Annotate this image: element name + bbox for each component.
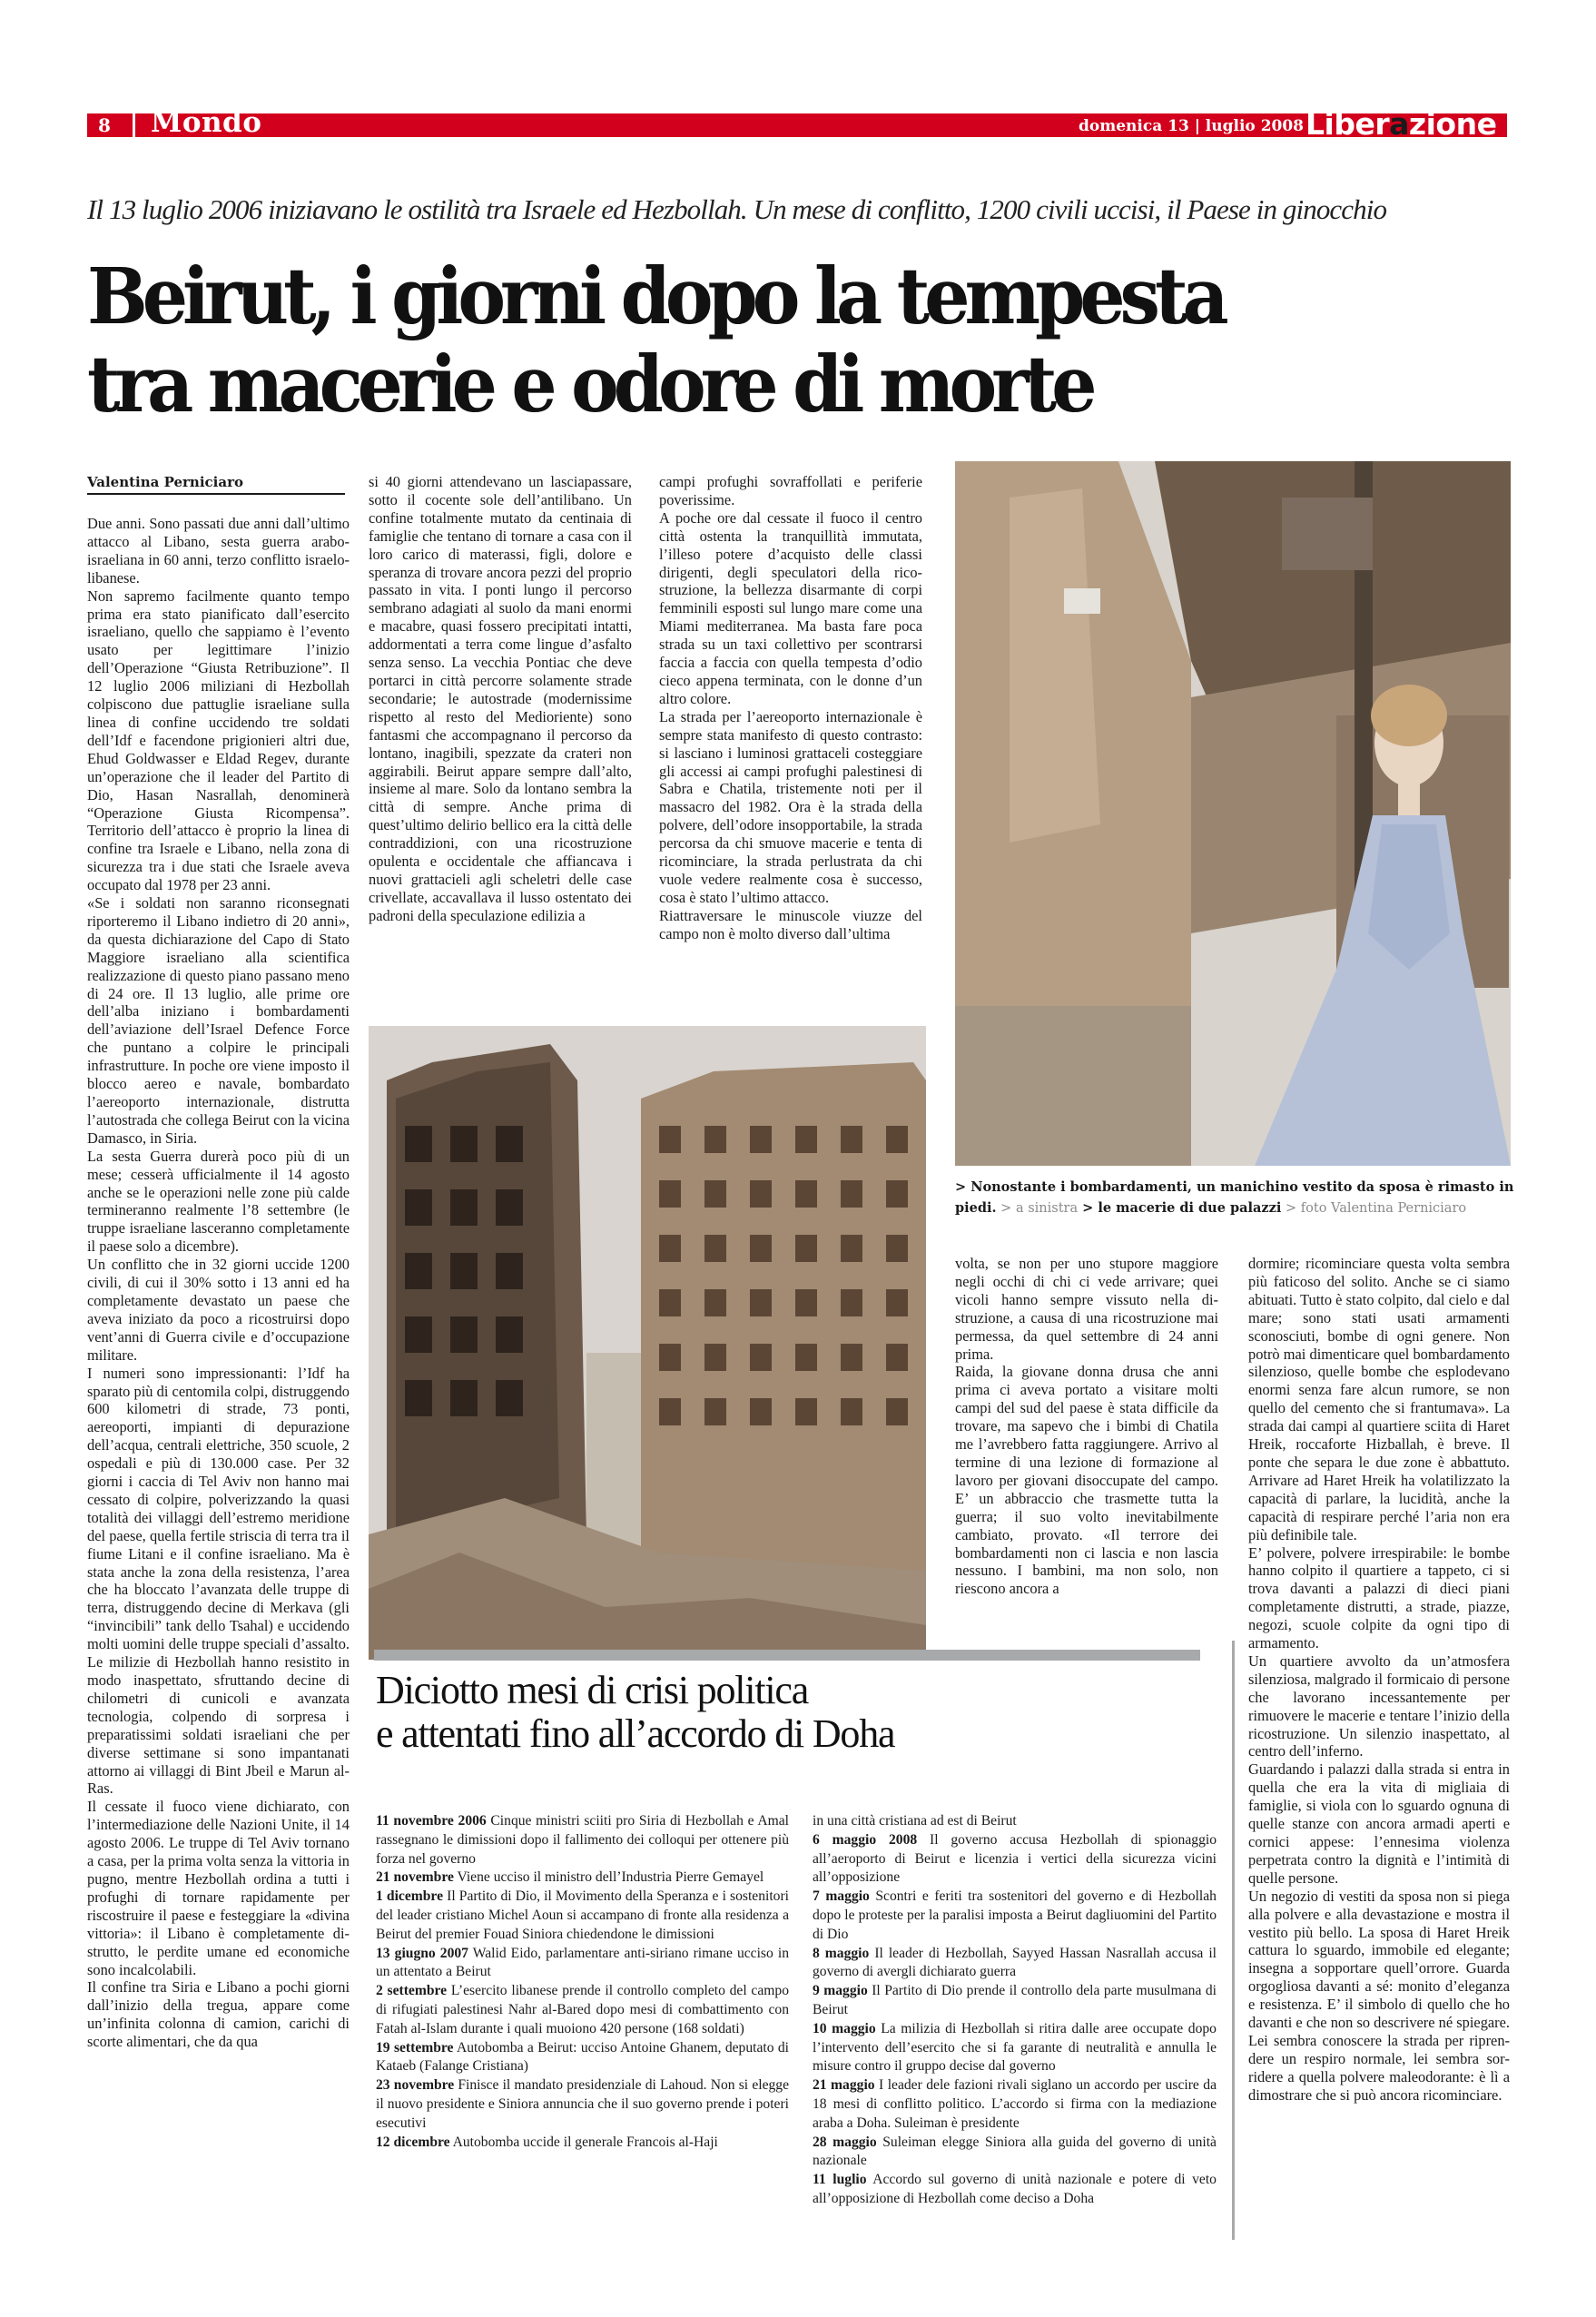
timeline-title [376, 1669, 1193, 1756]
paragraph: Raida, la giovane donna drusa che anni prima ci aveva portato a visitare molti campi del sud del paese è stata difficile da trovare, ma sapevo che i bimbi di Chatila me l’avrebbero fatta raggiungere. Arrivo al termine di una lezione di formazione al lavoro per giovani disoccupate del campo. E’ un abbraccio che trasmette tutta la guerra; il suo volto inevitabilmente cambiato, provato. «Il terrore dei bombardamenti non ci lascia e non lascia nessuno. I bambini, ma non solo, non riescono ancora a [955, 1363, 1218, 1598]
newspaper-logo [1305, 106, 1497, 142]
timeline-event: La milizia di Hezbollah si ritira dalle aree occupate dopo l’intervento dell’esercito che si fa garante di neutralità e annulla le misure contro il gruppo decise dal governo [813, 2020, 1217, 2075]
paragraph: I numeri sono impressionanti: l’Idf ha sparato più di centomila colpi, distruggendo 600 kilometri di strade, 73 ponti, aereoporti, impianti di depurazione dell’acqua, centrali elettriche, 350 scuole, 2 ospedali e più di 130.000 case. Per 32 giorni i caccia di Tel Aviv non hanno mai cessato di colpire, polverizzando la quasi totalità dei villaggi dell’estremo meridione del paese, quella fertile striscia di terra tra il fiume Litani e il confine israeliano. Ma è stata anche la zona della resistenza, l’area che ha bloccato l’avanzata delle truppe di terra, distruggendo decine di Merkava (gli “invincibili” tank dello Tsahal) e uccidendo molti uomini delle truppe speciali d’assalto. Le milizie di Hezbollah hanno resistito in modo inaspettato, sfruttando decine di chilometri di cunicoli e avanzata tecnologia, colpendo di sorpresa i preparatissimi soldati israeliani che per diverse settimane si sono impantanati attorno ai villaggi di Bint Jbeil e Marun al-Ras. [87, 1364, 350, 1798]
timeline-entry [376, 2039, 789, 2077]
issue-date: domenica 13 | luglio 2008 | [1079, 117, 1315, 135]
article-column-4 [955, 1255, 1218, 1598]
timeline-entry [813, 2076, 1217, 2133]
timeline-continued-text: in una città cristiana ad est di Beirut [813, 1813, 1017, 1829]
timeline-date: 21 novembre [376, 1869, 454, 1886]
timeline-date: 6 maggio 2008 [813, 1831, 918, 1848]
timeline-date: 12 dicembre [376, 2134, 450, 2150]
paragraph: La strada per l’aereoporto internazionale è sempre stata manifesto di questo contrasto: si lasciano i luminosi grattaceli costeggiare gli accessi ai campi profughi palestinesi di Sabra e Chatila, tristemente noti per il massacro del 1982. Ora è la strada della polvere, dell’odore insopportabile, la strada percorsa da chi smuove macerie e tenta di ricominciare, la strada perlustrata da chi vuole vedere realmente cosa è successo, cosa è stato l’ultimo attacco. [659, 707, 922, 906]
timeline-entry [813, 1945, 1217, 1983]
timeline-title-line-2: e attentati fino all’accordo di Doha [376, 1711, 895, 1756]
headline-line-2: tra macerie e odore di morte [87, 339, 1092, 430]
logo-text-start: Liber [1305, 106, 1390, 142]
caption-main: Nonostante i bombardamenti, un manichino vestito da sposa è rimasto in piedi. [955, 1179, 1514, 1216]
timeline-event: Accordo sul governo di unità nazionale e potere di veto all’opposizione di Hezbollah come deciso a Doha [813, 2172, 1217, 2206]
timeline-entry [813, 2134, 1217, 2172]
sidebar-vertical-rule [1232, 1641, 1235, 2240]
byline: Valentina Perniciaro [87, 474, 345, 495]
paragraph: Un negozio di vestiti da sposa non si piega alla polvere e alla devastazione e mostra il vestito più bello. La sposa di Haret Hreik cattura lo sguardo, immobile ed elegante; insegna a sopportare quell’orrore. Guarda orgogliosa davanti a sé: monito d’eleganza e resistenza. E’ il simbolo di quello che ho davanti e che non so descrivere né spiegare. Lei sembra conoscere la strada per riprendere un respiro normale, lei sembra sorridere a quella polvere maleodorante: è lì a dimostrare che si può ancora ricominciare. [1248, 1887, 1510, 2104]
timeline-event: Il governo accusa Hezbollah di spionaggio all’aeroporto di Beirut e licenzia i vertici della sicurezza vicini all’opposizione [813, 1831, 1217, 1886]
timeline-entry [376, 1812, 789, 1868]
article-kicker: Il 13 luglio 2006 iniziavano le ostilità tra Israele ed Hezbollah. Un mese di conflitto, 1200 civili uccisi, il Paese in ginocchio [87, 193, 1387, 225]
article-column-5 [1248, 1255, 1510, 2105]
timeline-event: Scontri e feriti tra sostenitori del governo e di Hezbollah dopo le proteste per la paralisi imposta a Beirut dagliuomini del Partito di Dio [813, 1888, 1217, 1942]
timeline-entry [376, 1868, 789, 1888]
timeline-date: 13 giugno 2007 [376, 1945, 468, 1961]
photo-credit: > foto Valentina Perniciaro [1281, 1201, 1467, 1216]
paragraph: E’ polvere, polvere irrespirabile: le bombe hanno colpito il quartiere a tappeto, ci si trova davanti a palazzi di dieci piani completamente distrutti, a strade, piazze, negozi, scuole colpite da ogni tipo di armamento. [1248, 1543, 1510, 1652]
paragraph: Un quartiere avvolto da un’atmosfera silenziosa, malgrado il formicaio di persone che lavorano incessantemente per rimuovere le macerie e tentare l’inizio della ricostruzione. Un silenzio inaspettato, al centro dell’inferno. [1248, 1651, 1510, 1760]
caption-position: > a sinistra [996, 1201, 1079, 1216]
article-column-1 [87, 515, 350, 2051]
timeline-date: 19 settembre [376, 2039, 454, 2056]
timeline-entry [813, 1831, 1217, 1888]
timeline-entry [376, 2076, 789, 2133]
page-number: 8 [98, 114, 111, 136]
timeline-title-line-1: Diciotto mesi di crisi politica [376, 1668, 809, 1712]
timeline-event: L’esercito libanese prende il controllo completo del campo di rifugiati palestinesi Nahr al-Bared dopo mesi di combattimento con Fatah al-Islam durante i quali muoiono 420 persone (168 soldati) [376, 1983, 789, 2036]
timeline-entry [376, 1982, 789, 2038]
timeline-date: 7 maggio [813, 1888, 870, 1905]
paragraph: si 40 giorni attendevano un lasciapassare, sotto il cocente sole dell’antilibano. Un confine totalmente mutato da centinaia di famiglie che tentano di tornare a casa con il loro carico di materassi, figli, dolore e speranza di trovare ancora pezzi del proprio passato in vita. I ponti lungo il percorso sembrano adagiati al suolo da mani enormi e macabre, quasi fossero precipitati intatti, addormentati a terra come lingue d’asfalto senza senso. La vecchia Pontiac che deve portarci in città percorre solamente strade secondarie; le autostrade (modernissime rispetto al resto del Medioriente) sono fantasmi che accompagnano il percorso da lontano, inagibili, spezzate da crateri non aggirabili. Beirut appare sempre dall’alto, insieme al mare. Solo da lontano sembra la città di sempre. Anche prima di quest’ultimo delirio bellico era la città delle contraddizioni, con una ricostruzione opulenta e occidentale che affiancava i nuovi grattacieli agli scheletri delle case crivellate, accavallava il lusso ostentato dei padroni della speculazione edilizia a [369, 473, 632, 924]
paragraph: Due anni. Sono passati due anni dall’ultimo attacco al Libano, sesta guerra arabo-israeliana in 60 anni, terzo conflitto israelo-libanese. [87, 515, 350, 587]
timeline-event: Il Partito di Dio, il Movimento della Speranza e i sostenitori del leader cristiano Michel Aoun si accampano di fronte alla residenza a Beirut del premier Fouad Siniora chiedendone le dimissioni [376, 1888, 789, 1942]
timeline-date: 8 maggio [813, 1945, 870, 1961]
paragraph: volta, se non per uno stupore maggiore negli occhi di chi ci vede arrivare; quei vicoli hanno sempre vissuto nella distruzione, a causa di una ricostruzione mai permessa, da quel settembre di 24 anni prima. [955, 1255, 1218, 1363]
logo-text-end: zione [1408, 106, 1497, 142]
timeline-event: Finisce il mandato presidenziale di Lahoud. Non si elegge il nuovo presidente e Siniora annuncia che il suo governo prende i poteri esecutivi [376, 2077, 790, 2131]
header-divider [133, 113, 135, 137]
timeline-column-2 [813, 1812, 1217, 2209]
article-headline [87, 252, 1522, 429]
timeline-date: 21 maggio [813, 2077, 875, 2094]
timeline-date: 2 settembre [376, 1983, 448, 1999]
timeline-event: Autobomba uccide il generale Francois al-Haji [449, 2134, 718, 2150]
timeline-event: Il leader di Hezbollah, Sayyed Hassan Nasrallah accusa il governo di avergli dichiarato guerra [813, 1945, 1217, 1980]
timeline-entry [813, 2020, 1217, 2076]
headline-line-1: Beirut, i giorni dopo la tempesta [87, 250, 1224, 342]
paragraph: La sesta Guerra durerà poco più di un mese; cesserà ufficialmente il 14 agosto anche se le operazioni nelle zone più calde termineranno realmente l’8 settembre (le truppe israeliane lasceranno completamente il paese solo a dicembre). [87, 1147, 350, 1256]
section-name: Mondo [151, 106, 262, 139]
timeline-date: 28 maggio [813, 2134, 877, 2150]
timeline-event: Suleiman elegge Siniora alla guida del governo di unità nazionale [813, 2134, 1217, 2169]
paragraph: Un conflitto che in 32 giorni uccide 1200 civili, di cui il 30% sotto i 13 anni ed ha completamente devastato un paese che aveva iniziato da poco a ricostruirsi dopo vent’anni di Guerra civile e d’occupazione militare. [87, 1256, 350, 1364]
timeline-event: Cinque ministri sciiti pro Siria di Hezbollah e Amal rassegnano le dimissioni dopo il fallimento dei colloqui per ottenere più forza nel governo [376, 1813, 789, 1867]
timeline-event: I leader dele fazioni rivali siglano un accordo per uscire da 18 mesi di conflitto politico. L’accordo si firma con la mediazione araba a Doha. Suleiman è presidente [813, 2077, 1217, 2131]
timeline-event: Walid Eido, parlamentare anti-siriano rimane ucciso in un attentato a Beirut [376, 1945, 789, 1980]
timeline-column-1 [376, 1812, 789, 2152]
timeline-entry [376, 1945, 789, 1983]
timeline-entry [813, 2171, 1217, 2209]
timeline-date: 11 novembre 2006 [376, 1813, 487, 1829]
timeline-event: Autobomba a Beirut: ucciso Antoine Ghanem, deputato di Kataeb (Falange Cristiana) [376, 2039, 790, 2075]
article-column-2 [369, 473, 632, 925]
timeline-entry [376, 1888, 789, 1944]
paragraph: dormire; ricominciare questa volta sembra più faticoso del solito. Anche se ci siamo abituati. Tutto è stato colpito, dal cielo e dal mare; sono stati usati armamenti sconosciuti, bombe di ogni genere. Non potrò mai dimenticare quel bombardamento silenzioso, quelle bombe che esplodevano enormi senza fare alcun rumore, se non quello del cemento che si frantumava». La strada dai campi al quartiere sciita di Haret Hreik, roccaforte Hizballah, è breve. Il ponte che separa le due zone è abbattuto. Arrivare ad Haret Hreik ha volatilizzato la capacità di parlare, la lucidità, anche la capacità di respirare perché l’aria non era più definibile tale. [1248, 1255, 1510, 1543]
paragraph: campi profughi sovraffollati e periferie poverissime. [659, 473, 922, 508]
logo-text-a: a [1389, 106, 1409, 142]
paragraph: A poche ore dal cessate il fuoco il centro città ostenta la tranquillità immutata, l’illeso potere d’acquisto delle classi dirigenti, degli speculatori della ricostruzione, la bellezza disarmante di corpi femminili esposti sul lungo mare come una Miami mediterranea. Ma basta fare poca strada su un taxi collettivo per scontrarsi faccia a faccia con quella tempesta d’odio cieco appena terminata, con le donne d’un altro colore. [659, 508, 922, 707]
timeline-entry [813, 1982, 1217, 2020]
timeline-entry [813, 1888, 1217, 1944]
paragraph: Guardando i palazzi dalla strada si entra in quella che era la vita di migliaia di famiglie, si viola con lo sguardo ognuna di quelle stanze con ancora armadi aperti e cornici appese: l’ennesima violenza perpetrata contro la dignità e l’intimità di quelle persone. [1248, 1760, 1510, 1887]
photo-destroyed-buildings [369, 1026, 926, 1660]
paragraph: Il cessate il fuoco viene dichiarato, con l’intermediazione delle Nazioni Unite, il 14 agosto 2006. Le truppe di Tel Aviv tornano a casa, per la prima volta senza la vittoria in pugno, mentre Hezbollah ordina a tutti i profughi di tornare rapidamente per riscostruire il paese e festeggiare la «divina vittoria»: il Libano è completamente distrutto, le perdite umane ed economiche sono incalcolabili. [87, 1798, 350, 1978]
sidebar-top-rule [374, 1650, 1200, 1661]
timeline-date: 23 novembre [376, 2077, 455, 2094]
paragraph: Non sapremo facilmente quanto tempo prima era stato pianificato dall’esercito israeliano, quello che sappiamo è l’evento usato per legittimare l’inizio dell’Operazione “Giusta Retribuzione”. Il 12 luglio 2006 miliziani di Hezbollah colpiscono due pattuglie israeliane sulla linea di confine uccidendo tre soldati dell’Idf e facendone prigionieri altri due, Ehud Goldwasser e Eldad Regev, durante un’operazione che il leader del Partito di Dio, Hasan Nasrallah, denominerà “Operazione Giusta Ricompensa”. Territorio dell’attacco è proprio la linea di confine tra Israele e Libano, nella zona di sicurezza tra i due stati che Israele aveva occupato dal 1978 per 23 anni. [87, 587, 350, 894]
paragraph: «Se i soldati non saranno riconsegnati riporteremo il Libano indietro di 20 anni», da questa dichiarazione del Capo di Stato Maggiore israeliano alla scientifica realizzazione di questo piano passano meno di 24 ore. Il 13 luglio, alle prime ore dell’alba iniziano i bombardamenti dell’aviazione dell’Israel Defence Force che puntano a colpire le principali infrastrutture. In poche ore viene imposto il blocco aereo e navale, bombardato l’aereoporto internazionale, distrutta l’autostrada che collega Beirut con la vicina Damasco, in Siria. [87, 894, 350, 1147]
caption-marker: > [955, 1179, 971, 1195]
timeline-date: 10 maggio [813, 2020, 876, 2036]
timeline-event: Il Partito di Dio prende il controllo dela parte musulmana di Beirut [813, 1983, 1217, 2017]
caption-second: > le macerie di due palazzi [1078, 1200, 1282, 1216]
timeline-date: 1 dicembre [376, 1888, 443, 1905]
timeline-date: 9 maggio [813, 1983, 868, 1999]
paragraph: Riattraversare le minuscole viuzze del campo non è molto diverso dall’ultima [659, 906, 922, 942]
timeline-date: 11 luglio [813, 2172, 867, 2188]
article-column-3 [659, 473, 922, 943]
photo-bride-mannequin [955, 461, 1511, 1166]
timeline-event: Viene ucciso il ministro dell’Industria Pierre Gemayel [453, 1869, 764, 1886]
photo-caption [955, 1177, 1518, 1219]
timeline-entry [376, 2134, 789, 2153]
paragraph: Il confine tra Siria e Libano a pochi giorni dall’inizio della tregua, appare come un’infinita colonna di camion, carichi di scorte alimentari, che da qua [87, 1978, 350, 2051]
